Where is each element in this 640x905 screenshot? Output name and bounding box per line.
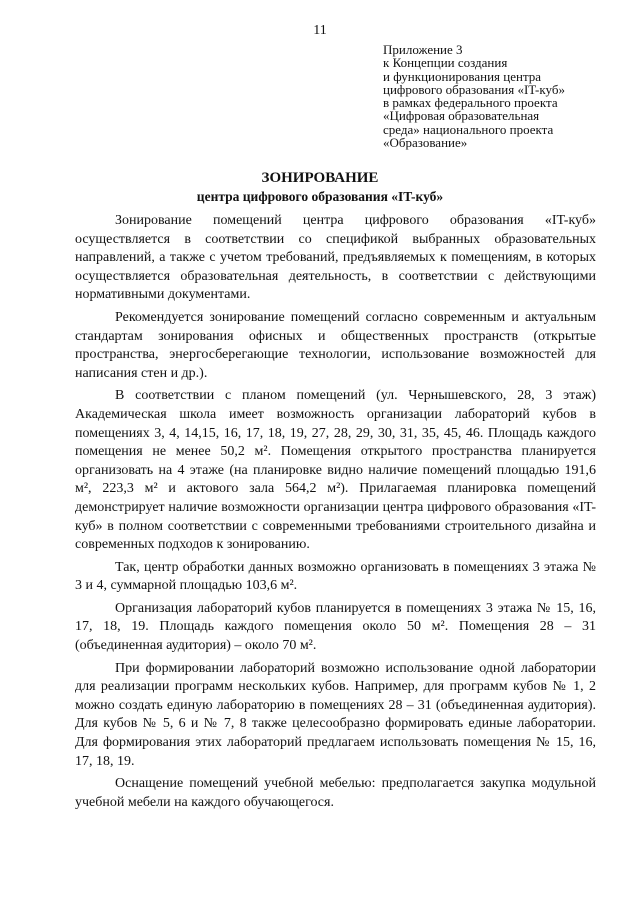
annex-line: «Цифровая образовательная <box>383 108 540 124</box>
paragraph: Так, центр обработки данных возможно организовать в помещениях 3 этажа № 3 и 4, суммарной площадью 103,6 м². <box>75 559 596 594</box>
paragraph: При формировании лабораторий возможно использование одной лаборатории для реализации программ нескольких кубов. Например, для программ кубов № 1, 2 можно создать единую лабораторию в помещениях 28 – 31 (объединенная аудитория). Для кубов № 5, 6 и № 7, 8 также целесообразно формировать единые лаборатории. Для формирования этих лабораторий предлагаем использовать помещения № 15, 16, 17, 18, 19. <box>75 660 596 769</box>
annex-header <box>383 43 623 149</box>
document-subtitle: центра цифрового образования «IT-куб» <box>196 189 444 204</box>
annex-line: «Образование» <box>383 135 468 151</box>
paragraph: В соответствии с планом помещений (ул. Чернышевского, 28, 3 этаж) Академическая школа имеет возможность организации лабораторий кубов в помещениях 3, 4, 14,15, 16, 17, 18, 19, 27, 28, 29, 30, 31, 35, 45, 46. Площадь каждого помещения не менее 50,2 м². Помещения открытого пространства планируется организовать на 4 этаже (на планировке видно наличие помещений площадью 191,6 м², 223,3 м² и актового зала 564,2 м²). Прилагаемая планировка помещений демонстрирует наличие возможности организации центра цифрового образования «IT-куб» в полном соответствии с современными требованиями строительного дизайна и современных подходов к зонированию. <box>75 388 596 553</box>
paragraph: Рекомендуется зонирование помещений согласно современным и актуальным стандартам зонирования офисных и общественных пространств (открытые пространства, энергосберегающие технологии, использование возможностей для написания стен и др.). <box>75 309 596 381</box>
page-number: 11 <box>313 23 327 38</box>
paragraph: Зонирование помещений центра цифрового образования «IT-куб» осуществляется в соответствии со спецификой выбранных образовательных направлений, а также с учетом требований, предъявляемых к помещениям, в которых осуществляется образовательная деятельность, в соответствии с действующими нормативными документами. <box>75 213 596 303</box>
document-body <box>75 212 596 816</box>
annex-line: в рамках федерального проекта <box>383 95 558 111</box>
annex-line: среда» национального проекта <box>383 121 554 137</box>
annex-line: цифрового образования «IT-куб» <box>383 81 565 97</box>
document-title: ЗОНИРОВАНИЕ <box>261 170 379 186</box>
paragraph: Оснащение помещений учебной мебелью: предполагается закупка модульной учебной мебели на каждого обучающегося. <box>75 776 596 810</box>
annex-line: Приложение 3 <box>383 42 463 57</box>
annex-line: к Концепции создания <box>383 55 508 71</box>
annex-line: и функционирования центра <box>383 68 542 84</box>
paragraph: Организация лабораторий кубов планируется в помещениях 3 этажа № 15, 16, 17, 18, 19. Площадь каждого помещения около 50 м². Помещения 28 – 31 (объединенная аудитория) – около 70 м². <box>75 600 596 654</box>
